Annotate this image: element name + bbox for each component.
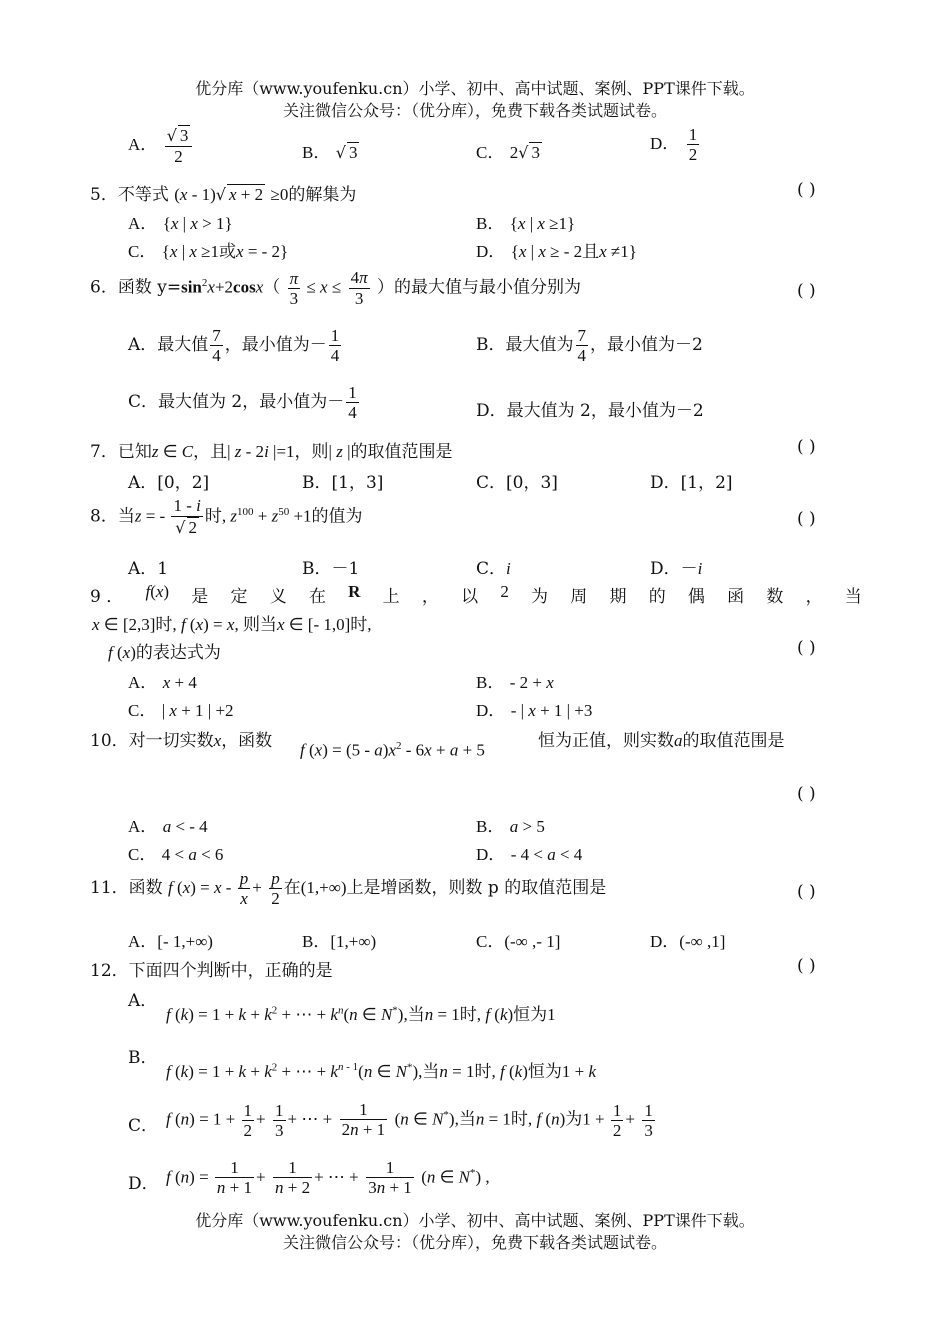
option-a: A．[0，2]: [128, 473, 210, 493]
option-d-label: D．: [128, 1174, 159, 1194]
option-a: A． a < - 4: [128, 817, 208, 836]
answer-blank: ( ): [797, 638, 816, 658]
option-b: B． - 2 + x: [476, 673, 554, 692]
question-9-stem-line-2: x ∈ [2,3]时, f (x) = x, 则当x ∈ [- 1,0]时,: [92, 615, 372, 634]
option-c: C．[0，3]: [476, 473, 558, 493]
option-a: A． $\frac{√ 3}{2}$: [128, 125, 194, 166]
option-a: A．最大值 $\frac{7}{4}$ ，最小值为－ $\frac{1}{4}$: [128, 326, 340, 365]
question-10-formula: f $(x) = (5 - a)x^2 - 6x + a + 5$: [300, 740, 485, 760]
option-d: D．最大值为 2，最小值为－2: [476, 401, 704, 421]
option-c: C． 2√ 3: [476, 143, 540, 162]
option-b: B． a > 5: [476, 817, 545, 836]
option-a: A． x + 4: [128, 673, 197, 692]
question-11-stem: 11．函数 f (x) = x - $\frac{p}{x}$ + $\frac{p}{2}$ 在(1,+∞)上是增函数，则数 p 的取值范围是: [90, 869, 607, 908]
option-c: C．(-∞ ,- 1]: [476, 932, 561, 951]
option-b: B． {x | x ≥1}: [476, 214, 576, 233]
option-c: C． | x + 1 | +2: [128, 701, 234, 720]
option-a: A．1: [128, 559, 169, 579]
option-d: D．－i: [650, 559, 703, 579]
question-8-stem: 8．当z = - $\frac{1 - i}{√ 2}$ 时, $z^{100} + z^{50} +1$的值为: [90, 496, 363, 537]
answer-blank: ( ): [797, 281, 816, 301]
option-b: B．最大值为 $\frac{7}{4}$ ，最小值为－2: [476, 326, 703, 365]
footer-line-2: 关注微信公众号：（优分库），免费下载各类试题试卷。: [282, 1233, 667, 1252]
option-c: C． 4 < a < 6: [128, 845, 224, 864]
option-b: f $(k) = 1 + k + k^2$ + ⋯ + $k^{n - 1}(n$ ∈ N*),当n = 1时, f (k)恒为1 + k: [166, 1061, 596, 1081]
question-5-stem: 5．不等式 (x - 1)√ x + 2 ≥0的解集为: [90, 185, 357, 205]
answer-blank: ( ): [797, 784, 816, 804]
option-b: B． √ 3: [302, 143, 358, 162]
question-10-stem: 10．对一切实数x，函数: [90, 731, 273, 751]
answer-blank: ( ): [797, 956, 816, 976]
question-9-stem-line-1: 9 ． f(x) 是 定 义 在 R 上 ， 以 2 为 周 期 的 偶 函 数 ， 当: [90, 582, 862, 607]
option-d: D． {x | x ≥ - 2且x ≠1}: [476, 242, 637, 261]
answer-blank: ( ): [797, 509, 816, 529]
answer-blank: ( ): [797, 437, 816, 457]
option-d: f (n) = $\frac{1}{n + 1}$ + $\frac{1}{n + 2}$ + ⋯ + $\frac{1}{3n + 1}$ (n ∈ N*) ,: [166, 1158, 490, 1197]
option-c: f (n) = 1 + $\frac{1}{2}$ + $\frac{1}{3}$ + ⋯ + $\frac{1}{2n + 1}$ (n ∈ N*),当n = 1时, f (n)为1 + $\frac{1}{2}$ + $\frac{1}{3}$: [166, 1100, 653, 1140]
fraction: $\frac{√ 3}{2}$: [165, 125, 193, 166]
option-c: C． {x | x ≥1或x = - 2}: [128, 242, 289, 261]
question-10-stem-tail: 恒为正值，则实数a的取值范围是: [538, 731, 785, 751]
option-b: B．[1,+∞): [302, 932, 377, 951]
option-d: D． - 4 < a < 4: [476, 845, 583, 864]
option-a: A．[- 1,+∞): [128, 932, 213, 951]
question-12-stem: 12．下面四个判断中，正确的是: [90, 961, 333, 981]
question-6-stem: 6．函数 $y=\sin^2x+2\cos x$（ $\frac{\pi}{3}$ ≤ x ≤ $\frac{4\pi}{3}$ ）的最大值与最小值分别为: [90, 268, 582, 308]
question-9-stem-line-3: f (x)的表达式为: [108, 643, 221, 663]
option-c-label: C．: [128, 1116, 159, 1136]
question-7-stem: 7．已知z ∈ C，且| z - 2i |=1，则| z |的取值范围是: [90, 442, 453, 462]
option-d: D．[1，2]: [650, 473, 733, 493]
option-b-label: B．: [128, 1048, 158, 1068]
header-line-2: 关注微信公众号：（优分库），免费下载各类试题试卷。: [282, 101, 667, 120]
option-c: C．i: [476, 559, 511, 579]
option-b: B．[1，3]: [302, 473, 384, 493]
footer-line-1: 优分库（www.youfenku.cn）小学、初中、高中试题、案例、PPT课件下载。: [195, 1211, 755, 1230]
option-b: B．－1: [302, 559, 360, 579]
answer-blank: ( ): [797, 180, 816, 200]
option-a: f $(k) = 1 + k + k^2$ + ⋯ + $k^n(n$ ∈ N*),当n = 1时, f (k)恒为1: [166, 1004, 556, 1024]
option-a: A． {x | x > 1}: [128, 214, 233, 233]
option-d: D． $\frac{1}{2}$: [650, 125, 698, 164]
header-line-1: 优分库（www.youfenku.cn）小学、初中、高中试题、案例、PPT课件下载。: [195, 79, 755, 98]
option-d: D． - | x + 1 | +3: [476, 701, 593, 720]
option-d: D．(-∞ ,1]: [650, 932, 726, 951]
option-c: C．最大值为 2，最小值为－ $\frac{1}{4}$: [128, 383, 357, 422]
answer-blank: ( ): [797, 882, 816, 902]
option-a-label: A．: [128, 991, 158, 1011]
